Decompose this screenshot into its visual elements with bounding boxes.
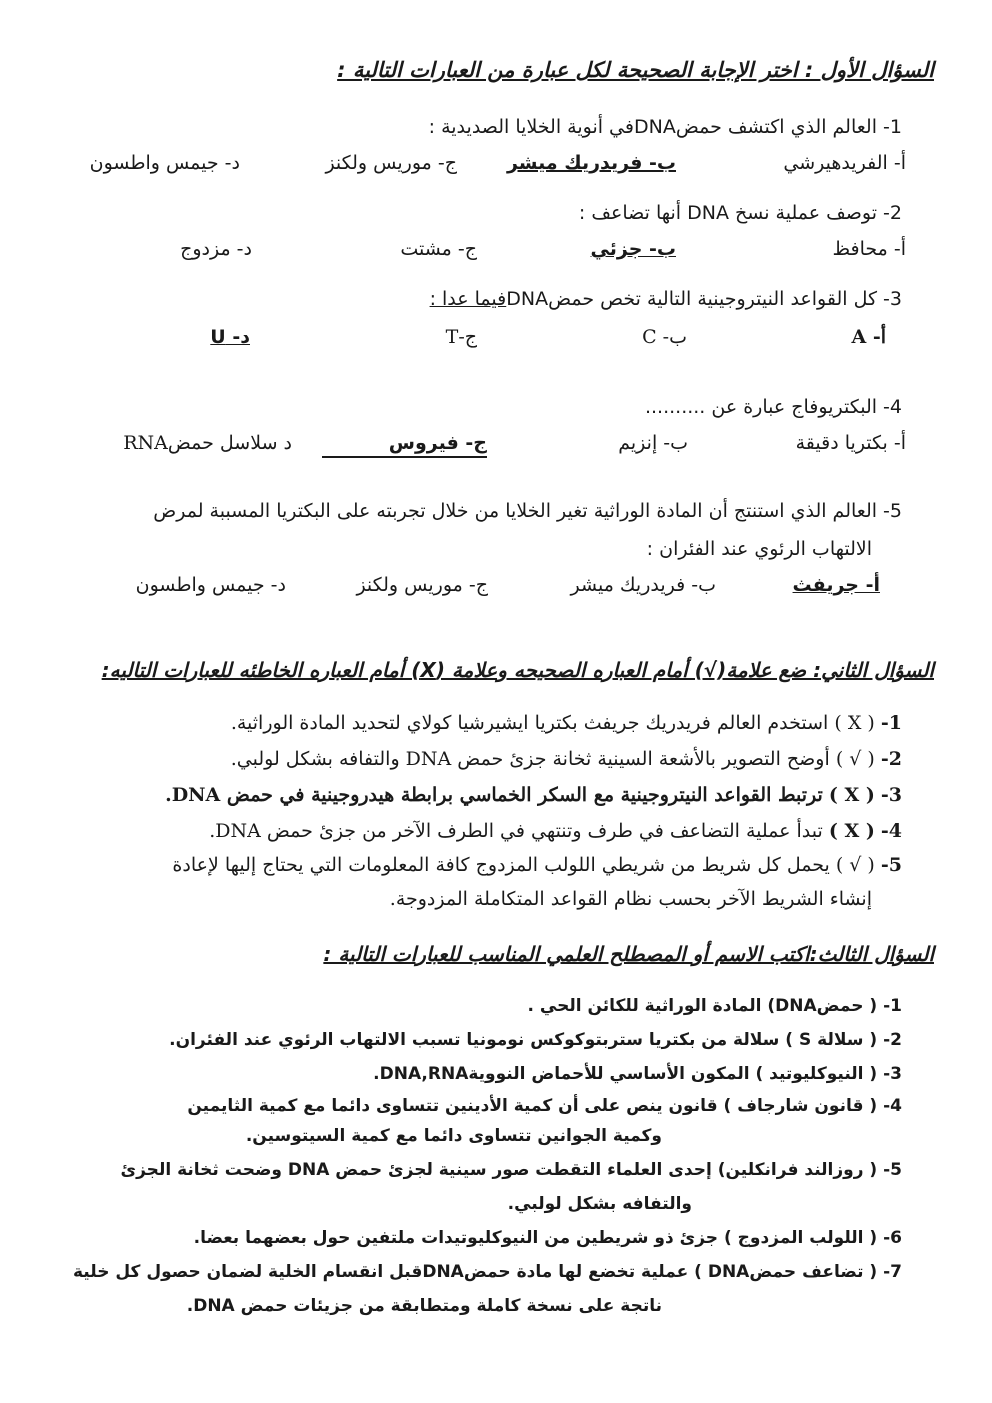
q1-item-5-option-c: ج- موريس ولكنز <box>356 574 488 596</box>
q3-item-4: 4- ( قانون شارجاف ) قانون ينص على أن كمية الأدينين تتساوى دائما مع كمية الثايمين <box>187 1096 902 1116</box>
q1-item-3-except: فيما عدا : <box>429 288 507 310</box>
q3-item-1: 1- ( حمضDNA) المادة الوراثية للكائن الحي . <box>527 996 902 1016</box>
q3-item-2-answer: ( سلالة S ) <box>785 1030 878 1050</box>
q1-item-5-option-a: أ- جريفث <box>792 574 880 596</box>
q1-item-2-option-d: د- مزدوج <box>180 238 252 260</box>
q3-item-6: 6- ( اللولب المزدوج ) جزئ ذو شريطين من النيوكليوتيدات ملتفين حول بعضهما بعضا. <box>193 1228 902 1248</box>
q1-item-5-option-b: ب- فريدريك ميشر <box>570 574 716 596</box>
q1-item-1-stem: 1- العالم الذي اكتشف حمضDNAفي أنوية الخلايا الصديدية : <box>428 116 902 138</box>
question-2-title: السؤال الثاني: ضع علامة(√) أمام العباره الصحيحه وعلامة (X) أمام العباره الخاطئه للعبارات التاليه: <box>101 658 934 682</box>
q2-item-1: 1- ( X ) استخدم العالم فريدريك جريفث بكتريا ايشيرشيا كولاي لتحديد المادة الوراثية. <box>230 712 902 734</box>
q1-item-4-stem: 4- البكتريوفاج عبارة عن .......... <box>644 396 902 418</box>
q2-item-4: 4- ( X ) تبدأ عملية التضاعف في طرف وتنتهي في الطرف الآخر من جزئ حمض DNA. <box>209 820 902 842</box>
q1-item-5-option-d: د- جيمس واطسون <box>135 574 286 596</box>
q2-item-3-mark: ( X ) <box>828 784 875 806</box>
q3-item-7-line-2: ناتجة على نسخة كاملة ومتطابقة من جزيئات حمض DNA. <box>186 1296 662 1316</box>
q2-item-5: 5- ( √ ) يحمل كل شريط من شريطي اللولب المزدوج كافة المعلومات التي يحتاج إليها لإعادة <box>172 854 902 876</box>
q1-item-4-option-b: ب- إنزيم <box>618 432 688 454</box>
q1-item-3-stem: 3- كل القواعد النيتروجينية التالية تخص حمضDNAفيما عدا : <box>429 288 902 310</box>
q3-item-3-answer: ( النيوكليوتيد ) <box>755 1064 878 1084</box>
q2-item-4-mark: ( X ) <box>828 820 875 842</box>
q1-item-3-option-c: ج-T <box>445 326 477 348</box>
question-1-title: السؤال الأول : اختر الإجابة الصحيحة لكل عبارة من العبارات التالية : <box>337 58 934 82</box>
q1-item-1-option-c: ج- موريس ولكنز <box>325 152 457 174</box>
q1-item-3-option-d: د- U <box>210 326 250 348</box>
q3-item-1-answer: ( حمضDNA) <box>767 996 878 1016</box>
q1-item-1-option-b: ب- فريدريك ميشر <box>506 152 676 174</box>
q3-item-5-line-2: والتفافه بشكل لولبي. <box>507 1194 692 1214</box>
q3-item-3: 3- ( النيوكليوتيد ) المكون الأساسي للأحماض النوويةDNA,RNA. <box>373 1064 902 1084</box>
q1-item-5-stem: 5- العالم الذي استنتج أن المادة الوراثية تغير الخلايا من خلال تجربته على البكتريا المسببة لمرض <box>153 500 902 522</box>
q1-item-1-option-d: د- جيمس واطسون <box>89 152 240 174</box>
q1-item-2-option-b: ب- جزئي <box>590 238 676 260</box>
q1-item-2-option-c: ج- مشتت <box>400 238 477 260</box>
q1-item-4-option-d: د سلاسل حمضRNA <box>123 432 292 454</box>
q2-item-5-mark: ( √ ) <box>835 854 875 876</box>
q3-item-5-answer: ( روزالند فرانكلين) <box>717 1160 878 1180</box>
q3-item-4-line-2: وكمية الجوانين تتساوى دائما مع كمية السيتوسين. <box>245 1126 662 1146</box>
q1-item-2-option-a: أ- محافظ <box>832 238 906 260</box>
question-3-title: السؤال الثالث:اكتب الاسم أو المصطلح العلمي المناسب للعبارات التالية : <box>323 942 934 966</box>
q3-item-4-answer: ( قانون شارجاف ) <box>723 1096 878 1116</box>
q3-item-5: 5- ( روزالند فرانكلين) إحدى العلماء التقطت صور سينية لجزئ حمض DNA وضحت ثخانة الجزئ <box>120 1160 902 1180</box>
q2-item-5-line-2: إنشاء الشريط الآخر بحسب نظام القواعد المتكاملة المزدوجة. <box>389 888 872 910</box>
q1-item-2-stem: 2- توصف عملية نسخ DNA أنها تضاعف : <box>578 202 902 224</box>
q1-item-5-stem-line-2: الالتهاب الرئوي عند الفئران : <box>646 538 872 560</box>
q2-item-2-mark: ( √ ) <box>835 748 875 770</box>
q3-item-6-answer: ( اللولب المزدوج ) <box>723 1228 878 1248</box>
q2-item-1-mark: ( X ) <box>834 712 875 734</box>
q3-item-7: 7- ( تضاعف حمضDNA ) عملية تخضع لها مادة حمضDNAقبل انقسام الخلية لضمان حصول كل خلية <box>73 1262 902 1282</box>
q1-item-3-option-a: أ- A <box>851 326 886 348</box>
q1-item-4-option-a: أ- بكتريا دقيقة <box>795 432 906 454</box>
q3-item-2: 2- ( سلالة S ) سلالة من بكتريا ستربتوكوكس نومونيا تسبب الالتهاب الرئوي عند الفئران. <box>169 1030 902 1050</box>
q1-item-1-option-a: أ- الفريدهيرشي <box>783 152 906 174</box>
q1-item-3-option-b: ب- C <box>642 326 687 348</box>
q2-item-2: 2- ( √ ) أوضح التصوير بالأشعة السينية ثخانة جزئ حمض DNA والتفافه بشكل لولبي. <box>230 748 902 770</box>
q1-item-4-option-c: ج- فيروس <box>322 432 487 458</box>
q3-item-7-answer: ( تضاعف حمضDNA ) <box>694 1262 878 1282</box>
q2-item-3: 3- ( X ) ترتبط القواعد النيتروجينية مع السكر الخماسي برابطة هيدروجينية في حمض DNA. <box>165 784 902 806</box>
